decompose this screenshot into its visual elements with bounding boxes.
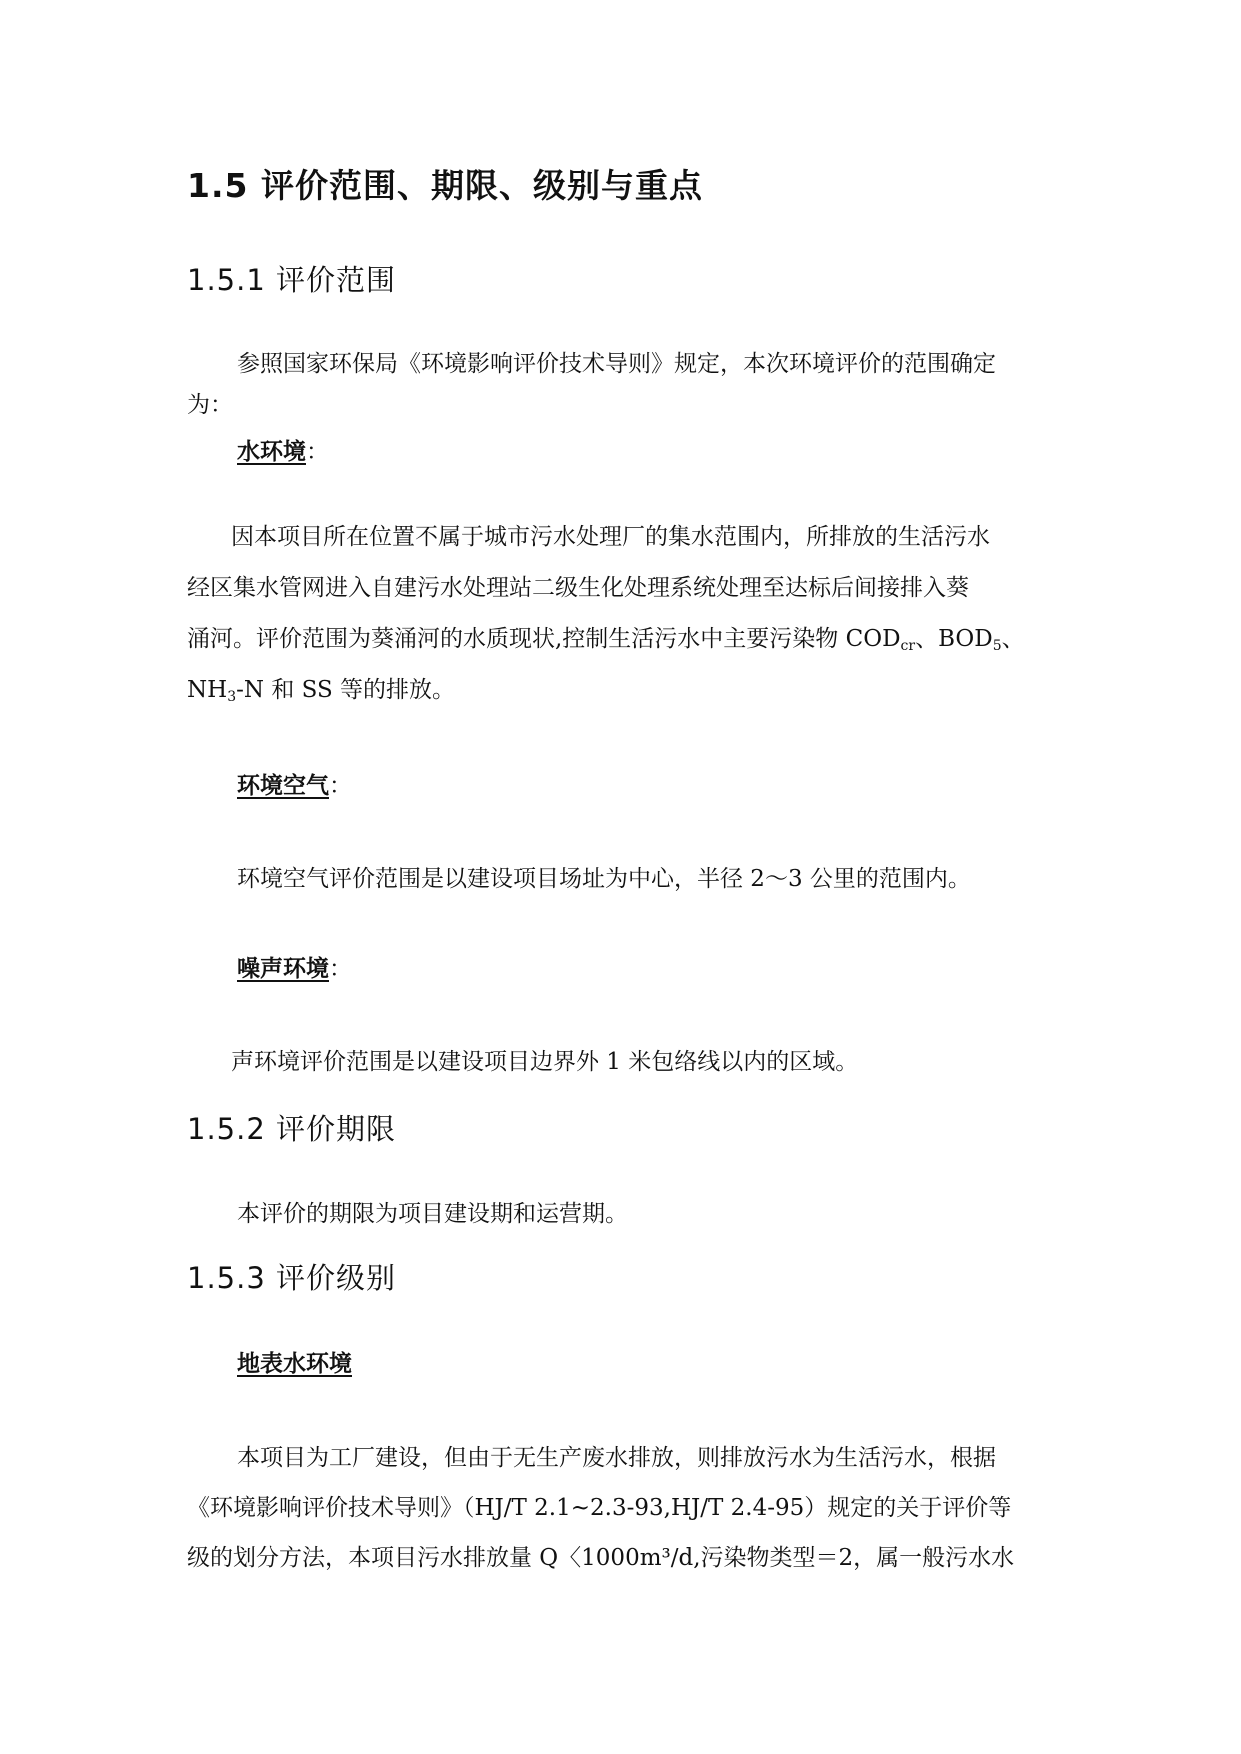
- air-subheading: [237, 767, 352, 800]
- section-heading-period: 1.5.2 评价期限: [187, 1112, 397, 1146]
- period-text: 本评价的期限为项目建设期和运营期。: [237, 1201, 628, 1227]
- nh-subscript: 3: [227, 689, 237, 705]
- noise-text: 声环境评价范围是以建设项目边界外 1 米包络线以内的区域。: [231, 1049, 859, 1075]
- air-text: 环境空气评价范围是以建设项目场址为中心，半径 2～3 公里的范围内。: [237, 866, 971, 892]
- water-line4: [187, 668, 455, 719]
- section-heading-level: 1.5.3 评价级别: [187, 1261, 397, 1295]
- scope-intro-line2: 为：: [187, 392, 233, 418]
- level-line2: 《环境影响评价技术导则》（HJ/T 2.1~2.3-93,HJ/T 2.4-95）规定的关于评价等: [187, 1495, 1012, 1521]
- noise-label: 噪声环境: [237, 955, 329, 982]
- water-line1: 因本项目所在位置不属于城市污水处理厂的集水范围内，所排放的生活污水: [231, 524, 990, 550]
- noise-colon: ：: [329, 956, 352, 982]
- water-line3-b: 、BOD: [915, 626, 993, 652]
- water-line3-c: 、: [1001, 626, 1025, 652]
- water-line4-b: -N 和 SS 等的排放。: [236, 677, 456, 703]
- air-label: 环境空气: [237, 772, 329, 799]
- bod-subscript: 5: [992, 638, 1002, 654]
- scope-intro-line1: 参照国家环保局《环境影响评价技术导则》规定，本次环境评价的范围确定: [237, 351, 996, 377]
- water-label: 水环境: [237, 438, 306, 465]
- water-line3-a: 涌河。评价范围为葵涌河的水质现状,控制生活污水中主要污染物 COD: [187, 626, 901, 652]
- noise-subheading: [237, 950, 352, 983]
- water-subheading: [237, 433, 329, 466]
- water-colon: ：: [306, 439, 329, 465]
- surface-water-label: 地表水环境: [237, 1350, 352, 1377]
- water-line3: [187, 617, 1025, 668]
- page-title: 1.5 评价范围、期限、级别与重点: [187, 166, 703, 205]
- section-heading-scope: 1.5.1 评价范围: [187, 263, 397, 297]
- water-line2: 经区集水管网进入自建污水处理站二级生化处理系统处理至达标后间接排入葵: [187, 575, 969, 601]
- level-line3: 级的划分方法，本项目污水排放量 Q〈1000m³/d,污染物类型＝2，属一般污水水: [187, 1545, 1015, 1571]
- cod-subscript: cr: [900, 638, 916, 654]
- level-line1: 本项目为工厂建设，但由于无生产废水排放，则排放污水为生活污水，根据: [237, 1445, 996, 1471]
- air-colon: ：: [329, 773, 352, 799]
- surface-water-subheading: [237, 1345, 352, 1378]
- water-line4-a: NH: [187, 677, 228, 703]
